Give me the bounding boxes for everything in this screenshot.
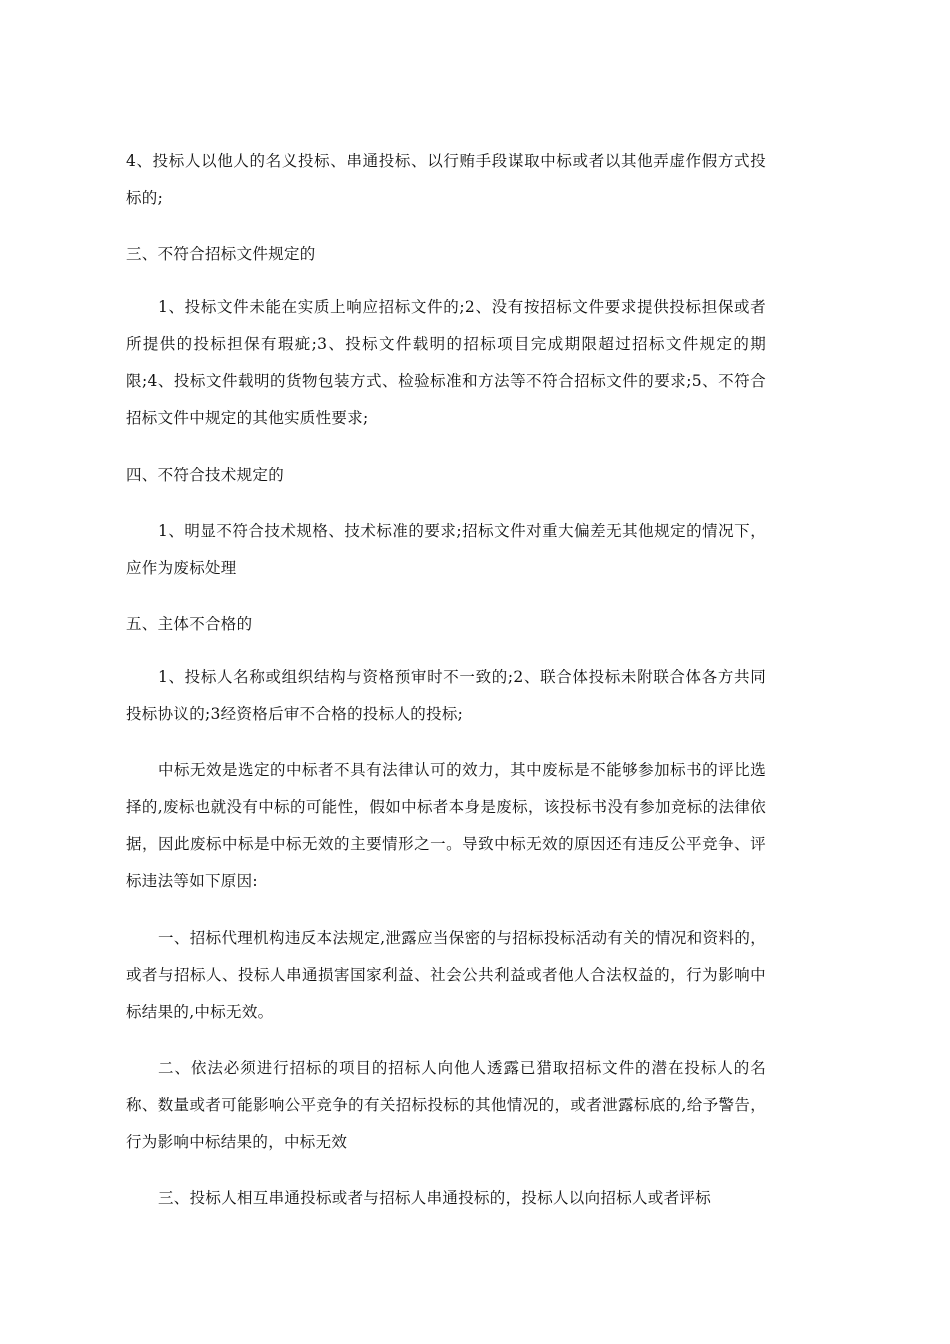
paragraph-item-4-fraud: 4、投标人以他人的名义投标、串通投标、以行贿手段谋取中标或者以其他弄虚作假方式投标的; [126, 152, 766, 207]
paragraph-subject-issues: 1、投标人名称或组织结构与资格预审时不一致的;2、联合体投标未附联合体各方共同投标协议的;3经资格后审不合格的投标人的投标; [126, 668, 766, 723]
paragraph-collusion: 三、投标人相互串通投标或者与招标人串通投标的，投标人以向招标人或者评标 [158, 1189, 712, 1207]
paragraph-bid-document-issues: 1、投标文件未能在实质上响应招标文件的;2、没有按招标文件要求提供投标担保或者所提供的投标担保有瑕疵;3、投标文件载明的招标项目完成期限超过招标文件规定的期限;4、投标文件载明的货物包装方式、检验标准和方法等不符合招标文件的要求;5、不符合招标文件中规定的其他实质性要求; [126, 298, 766, 427]
paragraph-agency-violation: 一、招标代理机构违反本法规定,泄露应当保密的与招标投标活动有关的情况和资料的，或者与招标人、投标人串通损害国家利益、社会公共利益或者他人合法权益的，行为影响中标结果的,中标无效。 [126, 929, 766, 1021]
section-heading-3: 三、不符合招标文件规定的 [126, 245, 316, 263]
section-heading-5: 五、主体不合格的 [126, 615, 253, 633]
paragraph-technical-issues: 1、明显不符合技术规格、技术标准的要求;招标文件对重大偏差无其他规定的情况下，应作为废标处理 [126, 522, 766, 577]
section-heading-4: 四、不符合技术规定的 [126, 466, 285, 484]
paragraph-invalid-bid-intro: 中标无效是选定的中标者不具有法律认可的效力，其中废标是不能够参加标书的评比选择的,废标也就没有中标的可能性，假如中标者本身是废标，该投标书没有参加竞标的法律依据，因此废标中标是中标无效的主要情形之一。导致中标无效的原因还有违反公平竞争、评标违法等如下原因: [126, 761, 766, 890]
paragraph-tenderer-disclosure: 二、依法必须进行招标的项目的招标人向他人透露已猎取招标文件的潜在投标人的名称、数量或者可能影响公平竞争的有关招标投标的其他情况的，或者泄露标底的,给予警告，行为影响中标结果的，中标无效 [126, 1059, 766, 1151]
